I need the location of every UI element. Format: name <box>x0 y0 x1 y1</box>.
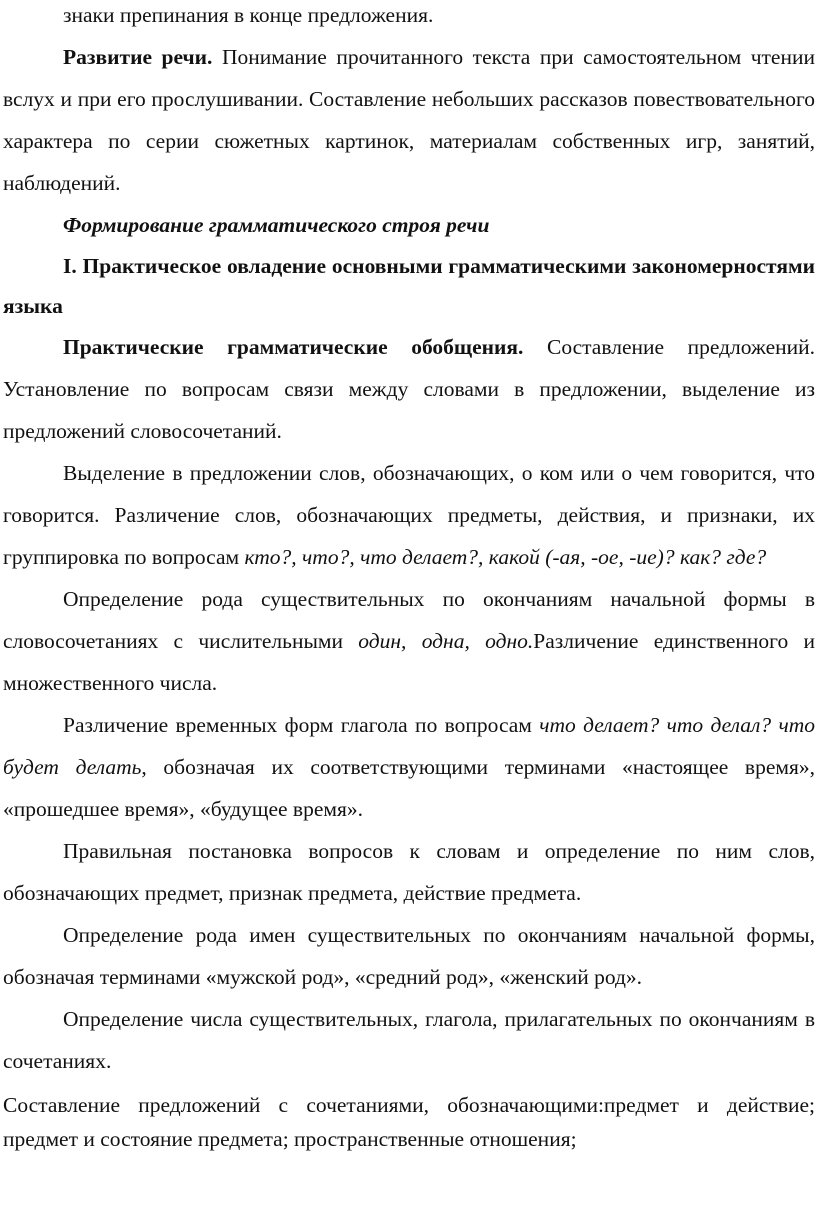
paragraph-grammar-generalizations <box>3 326 815 452</box>
paragraph-questions: Правильная постановка вопросов к словам и определение по ним слов, обозначающих предмет, признак предмета, действие предмета. <box>3 839 815 905</box>
paragraph-number: Определение числа существительных, глагола, прилагательных по окончаниям в сочетаниях. <box>3 1007 815 1073</box>
paragraph-punctuation <box>3 0 815 36</box>
paragraph-text: знаки препинания в конце предложения. <box>63 3 434 27</box>
paragraph-noun-gender-terms: Определение рода имен существительных по окончаниям начальной формы, обозначая терминами «мужской род», «средний род», «женский род». <box>3 923 815 989</box>
document-body <box>3 0 815 1156</box>
paragraph-text: Составление предложений. Установление по вопросам связи между словами в предложении, выделение из предложений словосочетаний. <box>3 335 815 443</box>
paragraph-heading: Практические грамматические обобщения. <box>63 335 524 359</box>
section-title <box>3 204 815 246</box>
paragraph-text: Различение временных форм глагола по вопросам <box>63 713 540 737</box>
paragraph-noun-gender <box>3 578 815 704</box>
paragraph-italic-text: кто?, что?, что делает?, какой (-ая, -ое, -ие)? как? где? <box>244 545 767 569</box>
paragraph-heading: Развитие речи. <box>63 45 213 69</box>
paragraph-text: Определение рода существительных по окончаниям начальной формы в словосочетаниях с числительными <box>3 587 815 653</box>
paragraph-verb-tense <box>3 704 815 830</box>
paragraph-text: Различение единственного и множественного числа. <box>3 629 816 695</box>
paragraph-sentences: Составление предложений с сочетаниями, обозначающими:предмет и действие; предмет и состояние предмета; пространственные отношения; <box>3 1093 815 1151</box>
subsection-title: I. Практическое овладение основными грамматическими закономерностями языка <box>3 254 815 318</box>
section-title-text: Формирование грамматического строя речи <box>63 213 490 237</box>
paragraph-word-selection <box>3 452 815 578</box>
paragraph-speech-development <box>3 36 815 204</box>
paragraph-text: Понимание прочитанного текста при самостоятельном чтении вслух и при его прослушивании. Составление небольших рассказов повествовательного характера по серии сюжетных картинок, материалам собственных игр, занятий, наблюдений. <box>3 45 815 195</box>
paragraph-italic-text: что делает? что делал? что будет делать <box>3 713 815 779</box>
paragraph-text: Выделение в предложении слов, обозначающих, о ком или о чем говорится, что говорится. Различение слов, обозначающих предметы, действия, и признаки, их группировка по вопросам <box>3 461 815 569</box>
paragraph-italic-text: один, одна, одно. <box>358 629 534 653</box>
paragraph-text: , обозначая их соответствующими терминами «настоящее время», «прошедшее время», «будущее время». <box>3 755 815 821</box>
